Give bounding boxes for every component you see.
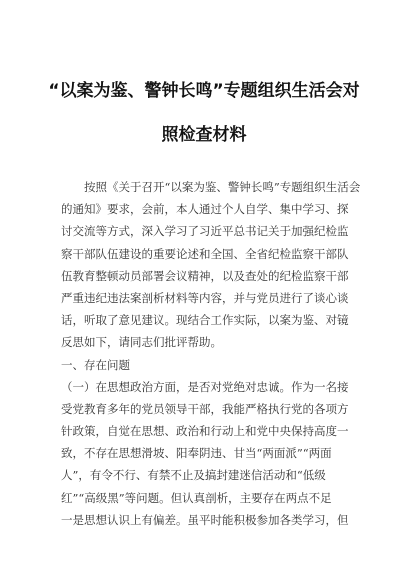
body-line: 反思如下，请同志们批评帮助。 — [61, 335, 222, 350]
body-line: 一是思想认识上有偏差。虽平时能积极参加各类学习，但 — [61, 512, 349, 527]
body-line: 的通知》要求，会前，本人通过个人自学、集中学习、探 — [61, 202, 349, 217]
body-line: 受党教育多年的党员领导干部，我能严格执行党的各项方 — [61, 401, 349, 416]
body-line: 察干部队伍建设的重要论述和全国、全省纪检监察干部队 — [61, 246, 349, 261]
body-line: 针政策，自觉在思想、政治和行动上和党中央保持高度一 — [61, 424, 349, 439]
body-line: 话，听取了意见建议。现结合工作实际，以案为鉴、对镜 — [61, 313, 349, 328]
document-title-line-1: “以案为鉴、警钟长鸣”专题组织生活会对 — [48, 81, 360, 101]
body-line: 伍教育整顿动员部署会议精神，以及查处的纪检监察干部 — [61, 268, 349, 283]
body-line: （一）在思想政治方面，是否对党绝对忠诚。作为一名接 — [61, 379, 349, 394]
body-line: 按照《关于召开“以案为鉴、警钟长鸣”专题组织生活会 — [84, 180, 361, 194]
body-line: 讨交流等方式，深入学习了习近平总书记关于加强纪检监 — [61, 224, 349, 239]
section-heading: 一、存在问题 — [61, 357, 130, 372]
body-line: 人”，有令不行、有禁不止及搞封建迷信活动和“低级 — [61, 468, 326, 483]
document-title-line-2: 照检查材料 — [161, 125, 247, 145]
document-body — [61, 176, 361, 531]
body-line: 严重违纪违法案剖析材料等内容，并与党员进行了谈心谈 — [61, 290, 349, 305]
body-line: 致，不存在思想滑坡、阳奉阴违、甘当“两面派”“两面 — [61, 446, 332, 461]
body-line: 红”“高级黑”等问题。但认真剖析，主要存在两点不足 — [61, 490, 332, 505]
